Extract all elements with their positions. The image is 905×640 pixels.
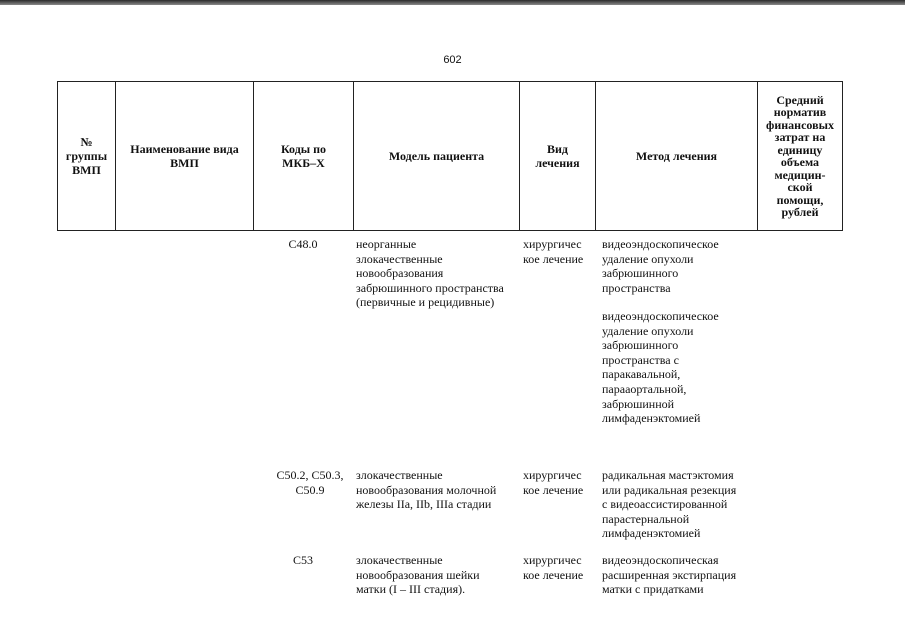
header-vmp-name	[116, 82, 254, 230]
header-text: Наименование вида ВМП	[130, 142, 239, 170]
row-treatment-type: хирургичес кое лечение	[523, 553, 584, 582]
row-patient-model: неорганные злокачественные новообразования забрюшинного пространства (первичные и рецидивные)	[356, 237, 504, 310]
scan-top-edge	[0, 0, 905, 5]
header-group-number	[58, 82, 116, 230]
row-icd-code: C50.2, C50.3, C50.9	[276, 468, 344, 497]
header-icd-codes	[254, 82, 354, 230]
header-text: Средний норматив финансовых затрат на единицу объема медицин- ской помощи, рублей	[766, 92, 834, 219]
page-number: 602	[443, 54, 462, 66]
header-treatment-type	[520, 82, 596, 230]
header-text: Коды по МКБ–Х	[280, 142, 327, 170]
row-patient-model: злокачественные новообразования шейки матки (I – III стадия).	[356, 553, 480, 597]
row-treatment-type: хирургичес кое лечение	[523, 468, 584, 497]
header-average-cost	[758, 82, 842, 230]
header-patient-model: Модель пациента	[354, 82, 520, 230]
row-icd-code: C48.0	[288, 237, 318, 251]
header-text: № группы ВМП	[65, 135, 108, 177]
row-patient-model: злокачественные новообразования молочной железы IIa, IIb, IIIa стадии	[356, 468, 497, 512]
row-treatment-method: радикальная мастэктомия или радикальная резекция с видеоассистированной парастернальной лимфаденэктомией	[602, 468, 737, 541]
row-treatment-method: видеоэндоскопическое удаление опухоли забрюшинного пространства с паракавальной, парааортальной, забрюшинной лимфаденэктомией	[602, 309, 719, 426]
row-icd-code: C53	[292, 553, 313, 567]
header-treatment-method: Метод лечения	[596, 82, 758, 230]
row-treatment-method: видеоэндоскопическое удаление опухоли забрюшинного пространства	[602, 237, 719, 295]
row-treatment-method: видеоэндоскопическая расширенная экстирпация матки с придатками	[602, 553, 737, 597]
header-text: Вид лечения	[535, 142, 580, 170]
table-header	[57, 81, 843, 231]
row-treatment-type: хирургичес кое лечение	[523, 237, 584, 266]
